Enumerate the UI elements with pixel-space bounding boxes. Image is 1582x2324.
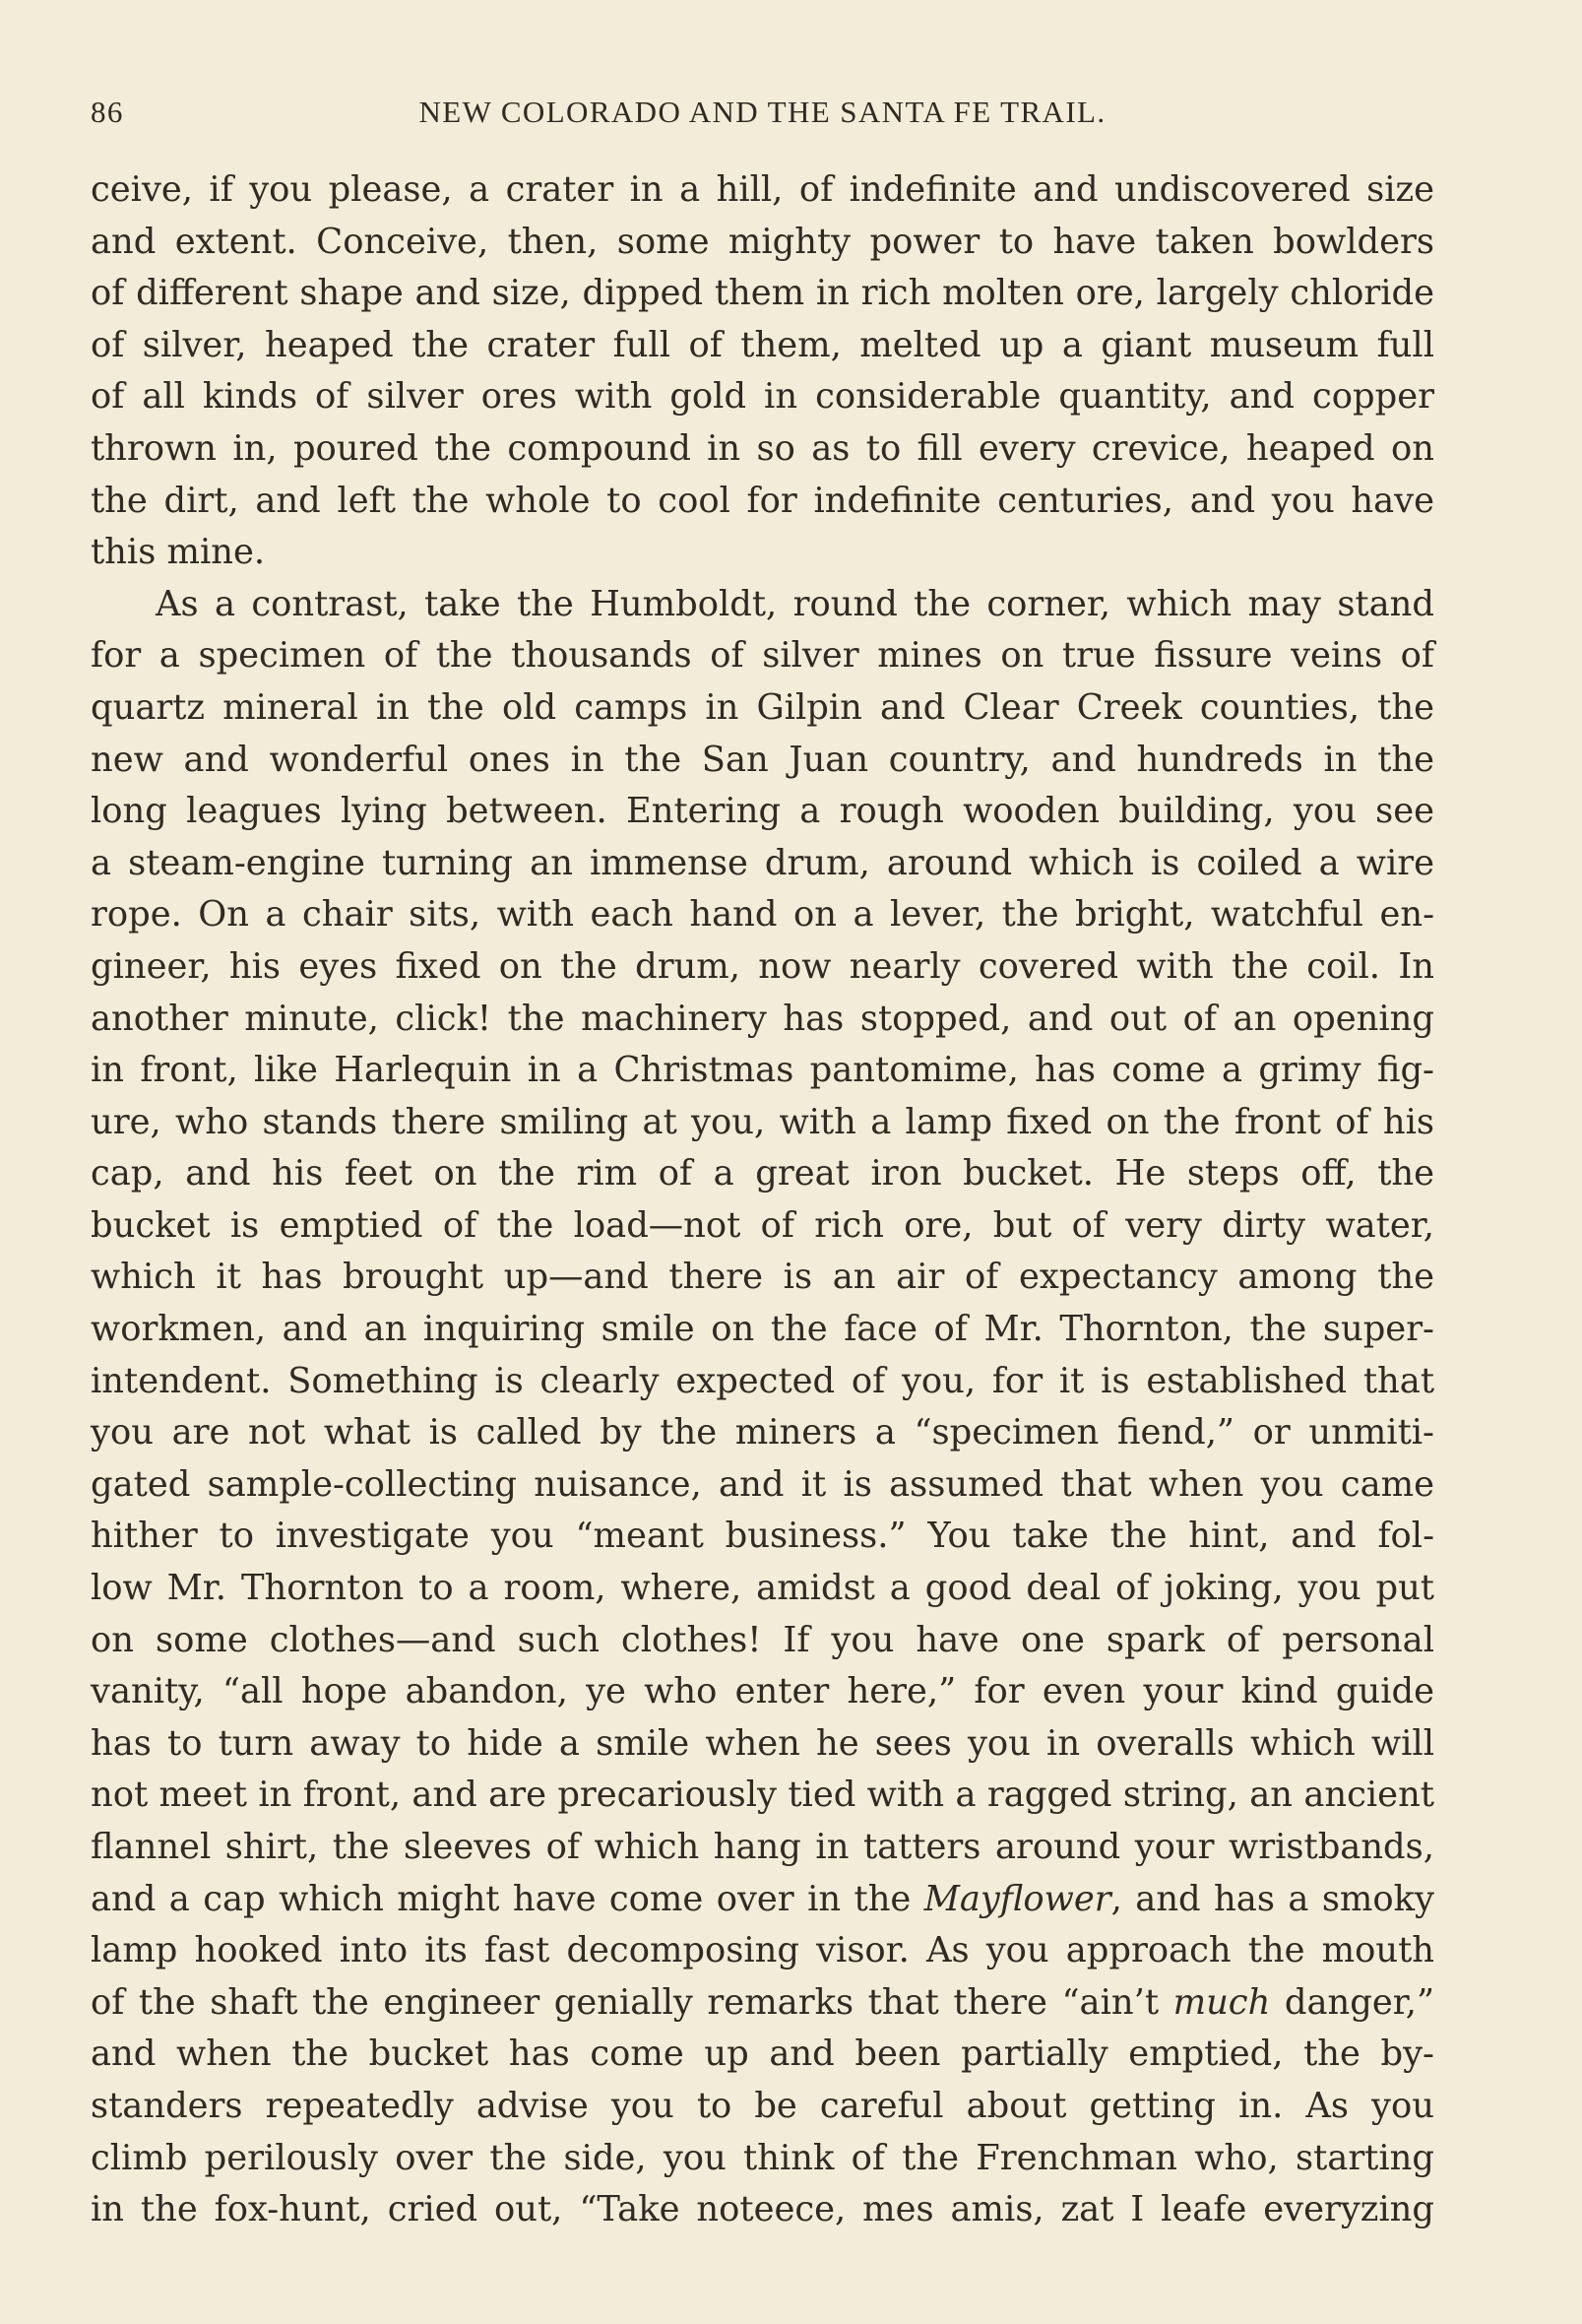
text-line: and extent. Conceive, then, some mighty power to have taken bowlders (91, 221, 1434, 262)
text-line: which it has brought up—and there is an air of expectancy among the (91, 1257, 1434, 1298)
paragraph-2 (91, 579, 1434, 2236)
text-line: on some clothes—and such clothes! If you have one spark of personal (91, 1619, 1434, 1660)
text-line: in the fox-hunt, cried out, “Take noteece, mes amis, zat I leafe everyzing (91, 2189, 1434, 2230)
text-run: , and has a smoky (1110, 1878, 1434, 1919)
running-head (91, 85, 1434, 140)
text-line: As a contrast, take the Humboldt, round the corner, which may stand (156, 583, 1434, 624)
text-line: new and wonderful ones in the San Juan country, and hundreds in the (91, 739, 1434, 780)
text-line: this mine. (91, 532, 266, 573)
text-line: quartz mineral in the old camps in Gilpin and Clear Creek counties, the (91, 686, 1434, 728)
text-line: you are not what is called by the miners a “specimen fiend,” or unmiti- (91, 1412, 1434, 1453)
text-line: lamp hooked into its fast decomposing visor. As you approach the mouth (91, 1930, 1434, 1971)
text-line: standers repeatedly advise you to be careful about getting in. As you (91, 2085, 1434, 2126)
text-line: flannel shirt, the sleeves of which hang in tatters around your wristbands, (91, 1827, 1434, 1867)
text-line: vanity, “all hope abandon, ye who enter here,” for even your kind guide (91, 1671, 1434, 1712)
text-line: not meet in front, and are precariously tied with a ragged string, an ancient (91, 1775, 1434, 1816)
text-line: a steam-engine turning an immense drum, around which is coiled a wire (91, 842, 1434, 883)
text-line: thrown in, poured the compound in so as to fill every crevice, heaped on (91, 427, 1434, 469)
text-line: another minute, click! the machinery has stopped, and out of an opening (91, 998, 1434, 1039)
text-run: and a cap which might have come over in the (91, 1878, 924, 1919)
text-line: for a specimen of the thousands of silver mines on true fissure veins of (91, 635, 1434, 677)
text-line: of all kinds of silver ores with gold in considerable quantity, and copper (91, 376, 1434, 418)
italic-emphasis: much (1172, 1981, 1271, 2023)
text-line: intendent. Something is clearly expected of you, for it is established that (91, 1360, 1434, 1401)
text-line: ceive, if you please, a crater in a hill, of indefinite and undiscovered size (91, 169, 1434, 210)
text-line: gated sample-collecting nuisance, and it is assumed that when you came (91, 1463, 1434, 1505)
text-line: bucket is emptied of the load—not of rich ore, but of very dirty water, (91, 1204, 1434, 1246)
text-line: rope. On a chair sits, with each hand on a lever, the bright, watchful en- (91, 894, 1434, 936)
body-text (91, 164, 1434, 2236)
text-line: gineer, his eyes fixed on the drum, now nearly covered with the coil. In (91, 945, 1434, 987)
text-line: of different shape and size, dipped them in rich molten ore, largely chloride (91, 273, 1434, 314)
text-line: low Mr. Thornton to a room, where, amidst a good deal of joking, you put (91, 1568, 1434, 1609)
text-line: hither to investigate you “meant business.” You take the hint, and fol- (91, 1516, 1434, 1557)
running-title: NEW COLORADO AND THE SANTA FE TRAIL. (418, 95, 1107, 129)
text-line-mayflower (91, 1874, 1434, 1926)
text-line: and when the bucket has come up and been partially emptied, the by- (91, 2034, 1434, 2075)
text-line: long leagues lying between. Entering a rough wooden building, you see (91, 791, 1434, 832)
text-line: the dirt, and left the whole to cool for indefinite centuries, and you have (91, 480, 1434, 521)
paragraph-1 (91, 164, 1434, 579)
text-line: of silver, heaped the crater full of them, melted up a giant museum full (91, 324, 1434, 365)
text-run: danger,” (1270, 1981, 1434, 2023)
text-line: has to turn away to hide a smile when he sees you in overalls which will (91, 1722, 1434, 1764)
italic-ship-name: Mayflower (923, 1878, 1111, 1919)
text-line: climb perilously over the side, you think of the Frenchman who, starting (91, 2137, 1434, 2178)
text-line: cap, and his feet on the rim of a great iron bucket. He steps off, the (91, 1153, 1434, 1194)
text-run: of the shaft the engineer genially remarks that there “ain’t (91, 1981, 1173, 2023)
text-line: in front, like Harlequin in a Christmas pantomime, has come a grimy fig- (91, 1050, 1434, 1091)
text-line-much (91, 1977, 1434, 2030)
text-line: workmen, and an inquiring smile on the face of Mr. Thornton, the super- (91, 1309, 1434, 1350)
text-line: ure, who stands there smiling at you, with a lamp fixed on the front of his (91, 1101, 1434, 1142)
page-number: 86 (91, 95, 124, 129)
